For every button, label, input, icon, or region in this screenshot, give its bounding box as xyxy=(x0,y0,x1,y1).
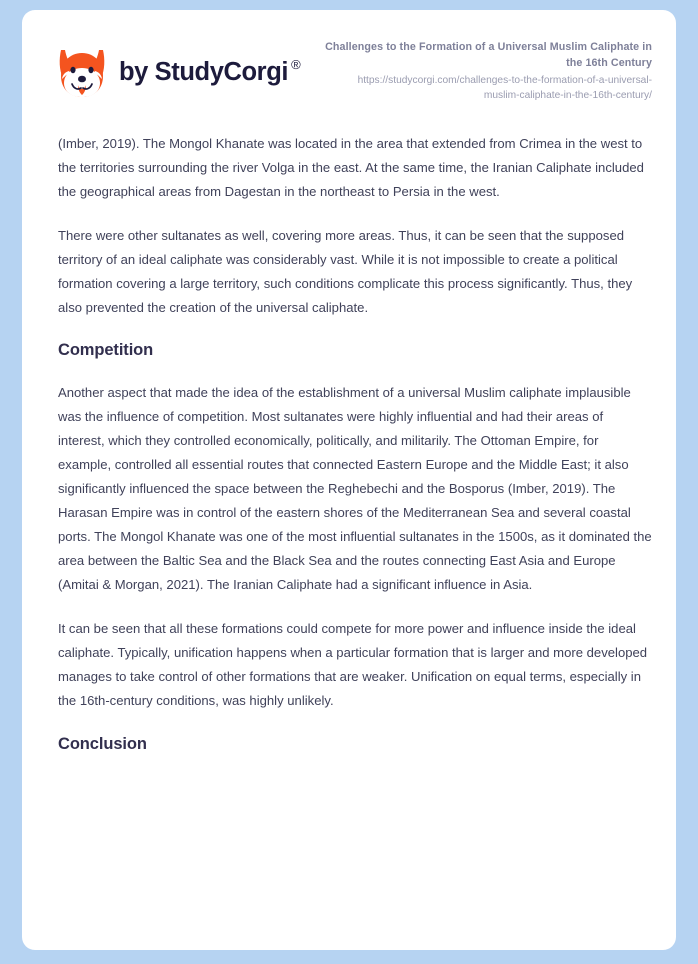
document-meta xyxy=(322,40,652,104)
document-body xyxy=(22,132,676,755)
corgi-face-logo-icon xyxy=(58,48,106,99)
studycorgi-brand[interactable] xyxy=(58,48,300,99)
paragraph-1: (Imber, 2019). The Mongol Khanate was located in the area that extended from Crimea in the west to the territories surrounding the river Volga in the east. At the same time, the Iranian Caliphate included the geographical areas from Dagestan in the northeast to Persia in the west. xyxy=(58,136,644,199)
document-paper xyxy=(22,10,676,950)
brand-wordmark xyxy=(119,57,301,87)
document-title: Challenges to the Formation of a Universal Muslim Caliphate in the 16th Century xyxy=(325,41,652,69)
section-heading-competition: Competition xyxy=(58,341,154,359)
paragraph-4: It can be seen that all these formations could compete for more power and influence inside the ideal caliphate. Typically, unification happens when a particular formation that is larger and more developed manages to take control of other formations that are weaker. Unification on equal terms, especially in the 16th-century conditions, was highly unlikely. xyxy=(58,620,648,708)
paragraph-2: There were other sultanates as well, covering more areas. Thus, it can be seen that the supposed territory of an ideal caliphate was considerably vast. While it is not impossible to create a political formation covering a large territory, such conditions complicate this process significantly. Thus, they also prevented the creation of the universal caliphate. xyxy=(58,228,633,315)
paragraph-3: Another aspect that made the idea of the establishment of a universal Muslim caliphate implausible was the influence of competition. Most sultanates were highly influential and had their areas of interest, which they controlled economically, politically, and militarily. The Ottoman Empire, for example, controlled all essential routes that connected Eastern Europe and the Middle East; it also significantly influenced the space between the Reghebechi and the Bosporus (Imber, 2019). The Harasan Empire was in control of the eastern shores of the Mediterranean Sea and several coastal ports. The Mongol Khanate was one of the most influential sultanates in the 1500s, as it dominated the area between the Baltic Sea and the Black Sea and the routes connecting East Asia and Europe (Amitai & Morgan, 2021). The Iranian Caliphate had a significant influence in Asia. xyxy=(58,384,652,592)
registered-trademark-icon: ® xyxy=(291,57,301,73)
document-header xyxy=(22,10,676,132)
document-url[interactable]: https://studycorgi.com/challenges-to-the-formation-of-a-universal-muslim-caliphate-in-the-16th-century/ xyxy=(357,75,652,102)
section-heading-conclusion: Conclusion xyxy=(58,734,147,753)
brand-name: by StudyCorgi xyxy=(119,58,289,87)
